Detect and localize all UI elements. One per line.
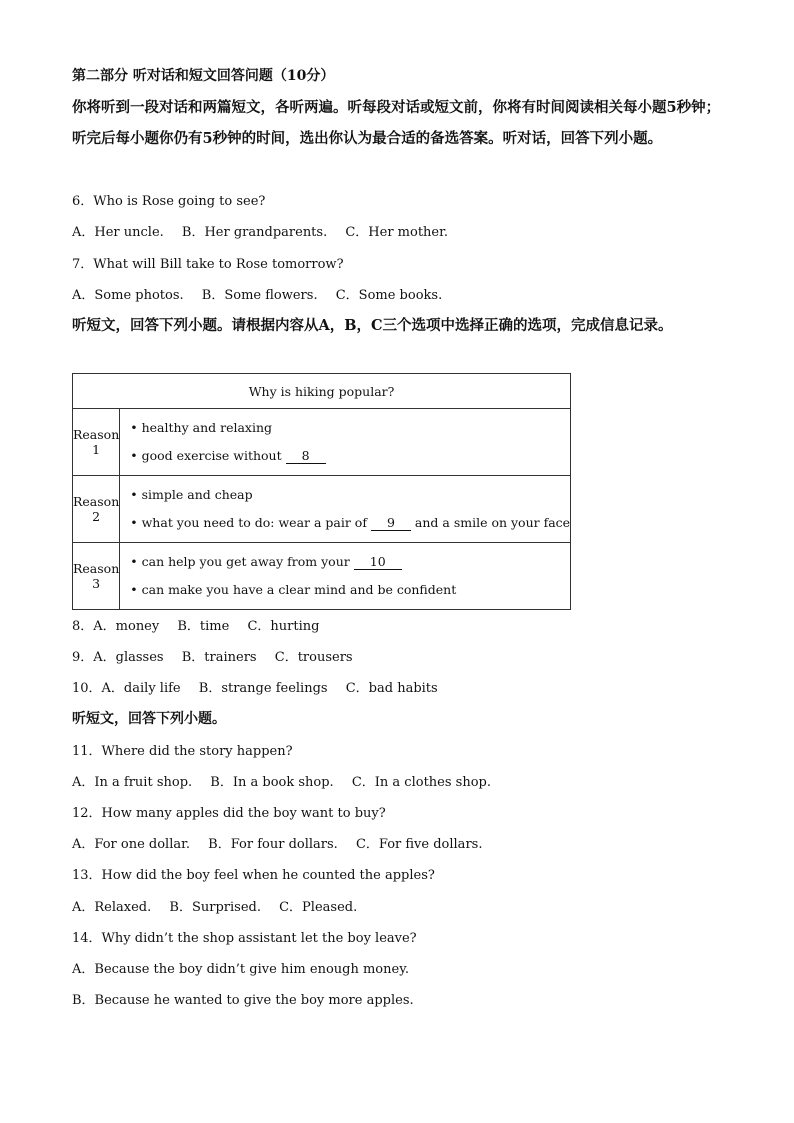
bullet: • good exercise without 8 <box>130 442 570 470</box>
answer-blank-8[interactable]: 8 <box>286 449 326 464</box>
bullet: • can help you get away from your 10 <box>130 548 570 576</box>
passage1-instructions: 听短文，回答下列小题。请根据内容从A，B，C三个选项中选择正确的选项，完成信息记录。 <box>72 317 673 334</box>
instructions: 你将听到一段对话和两篇短文，各听两遍。听每段对话或短文前，你将有时间阅读相关每小题5秒钟；听完后每小题你仍有5秒钟的时间，选出你认为最合适的备选答案。听对话，回答下列小题。 <box>72 99 721 147</box>
question-9-options <box>72 650 367 666</box>
question-13-options <box>72 900 371 916</box>
table-title: Why is hiking popular? <box>73 374 571 409</box>
reason-label: Reason 1 <box>73 409 120 476</box>
option-b[interactable]: B．Surprised. <box>169 900 261 915</box>
option-c[interactable]: C．For five dollars. <box>355 837 483 852</box>
reason-label: Reason 2 <box>73 476 120 543</box>
option-b[interactable]: B．Her grandparents. <box>181 225 328 240</box>
option-b[interactable]: B．For four dollars. <box>208 837 338 852</box>
option-b[interactable]: B．strange feelings <box>198 681 328 696</box>
table-row <box>73 409 571 476</box>
question-12: 12．How many apples did the boy want to buy? <box>72 806 386 821</box>
option-a[interactable]: A．In a fruit shop. <box>72 775 193 790</box>
option-a[interactable]: A．Some photos. <box>72 288 184 303</box>
question-7-options <box>72 288 456 304</box>
option-b[interactable]: B．Because he wanted to give the boy more apples. <box>72 993 414 1008</box>
option-c[interactable]: C．Pleased. <box>279 900 358 915</box>
section-title: 第二部分 听对话和短文回答问题（10分） <box>72 68 335 84</box>
question-6-options <box>72 225 462 241</box>
option-a[interactable]: 10．A．daily life <box>72 681 181 696</box>
answer-blank-9[interactable]: 9 <box>371 516 411 531</box>
option-c[interactable]: C．hurting <box>247 619 320 634</box>
option-a[interactable]: A．Her uncle. <box>72 225 164 240</box>
option-b[interactable]: B．time <box>177 619 230 634</box>
option-a[interactable]: A．Relaxed. <box>72 900 152 915</box>
info-table <box>72 373 571 610</box>
option-c[interactable]: C．In a clothes shop. <box>351 775 491 790</box>
bullet: • what you need to do: wear a pair of 9 and a smile on your face <box>130 515 571 530</box>
option-c[interactable]: C．Her mother. <box>345 225 449 240</box>
option-b[interactable]: B．trainers <box>181 650 257 665</box>
bullet: • simple and cheap <box>130 487 253 502</box>
question-6: 6．Who is Rose going to see? <box>72 194 266 209</box>
table-row <box>73 543 571 610</box>
passage2-instructions: 听短文，回答下列小题。 <box>72 711 226 727</box>
option-a[interactable]: A．For one dollar. <box>72 837 191 852</box>
question-13: 13．How did the boy feel when he counted the apples? <box>72 868 435 883</box>
option-b[interactable]: B．Some flowers. <box>201 288 318 303</box>
question-10-options <box>72 681 452 697</box>
question-14: 14．Why didn’t the shop assistant let the boy leave? <box>72 931 417 946</box>
question-11: 11．Where did the story happen? <box>72 744 293 759</box>
question-8-options <box>72 619 333 635</box>
option-c[interactable]: C．trousers <box>274 650 353 665</box>
answer-blank-10[interactable]: 10 <box>354 555 402 570</box>
bullet: • can make you have a clear mind and be confident <box>130 582 457 597</box>
bullet: • healthy and relaxing <box>130 420 273 435</box>
table-row <box>73 476 571 543</box>
reason-label: Reason 3 <box>73 543 120 610</box>
option-b[interactable]: B．In a book shop. <box>210 775 334 790</box>
option-c[interactable]: C．bad habits <box>345 681 438 696</box>
option-a[interactable]: A．Because the boy didn’t give him enough money. <box>72 962 409 977</box>
question-7: 7．What will Bill take to Rose tomorrow? <box>72 257 344 272</box>
question-12-options <box>72 837 496 853</box>
option-c[interactable]: C．Some books. <box>335 288 443 303</box>
option-a[interactable]: 9．A．glasses <box>72 650 164 665</box>
option-a[interactable]: 8．A．money <box>72 619 160 634</box>
question-11-options <box>72 775 505 791</box>
